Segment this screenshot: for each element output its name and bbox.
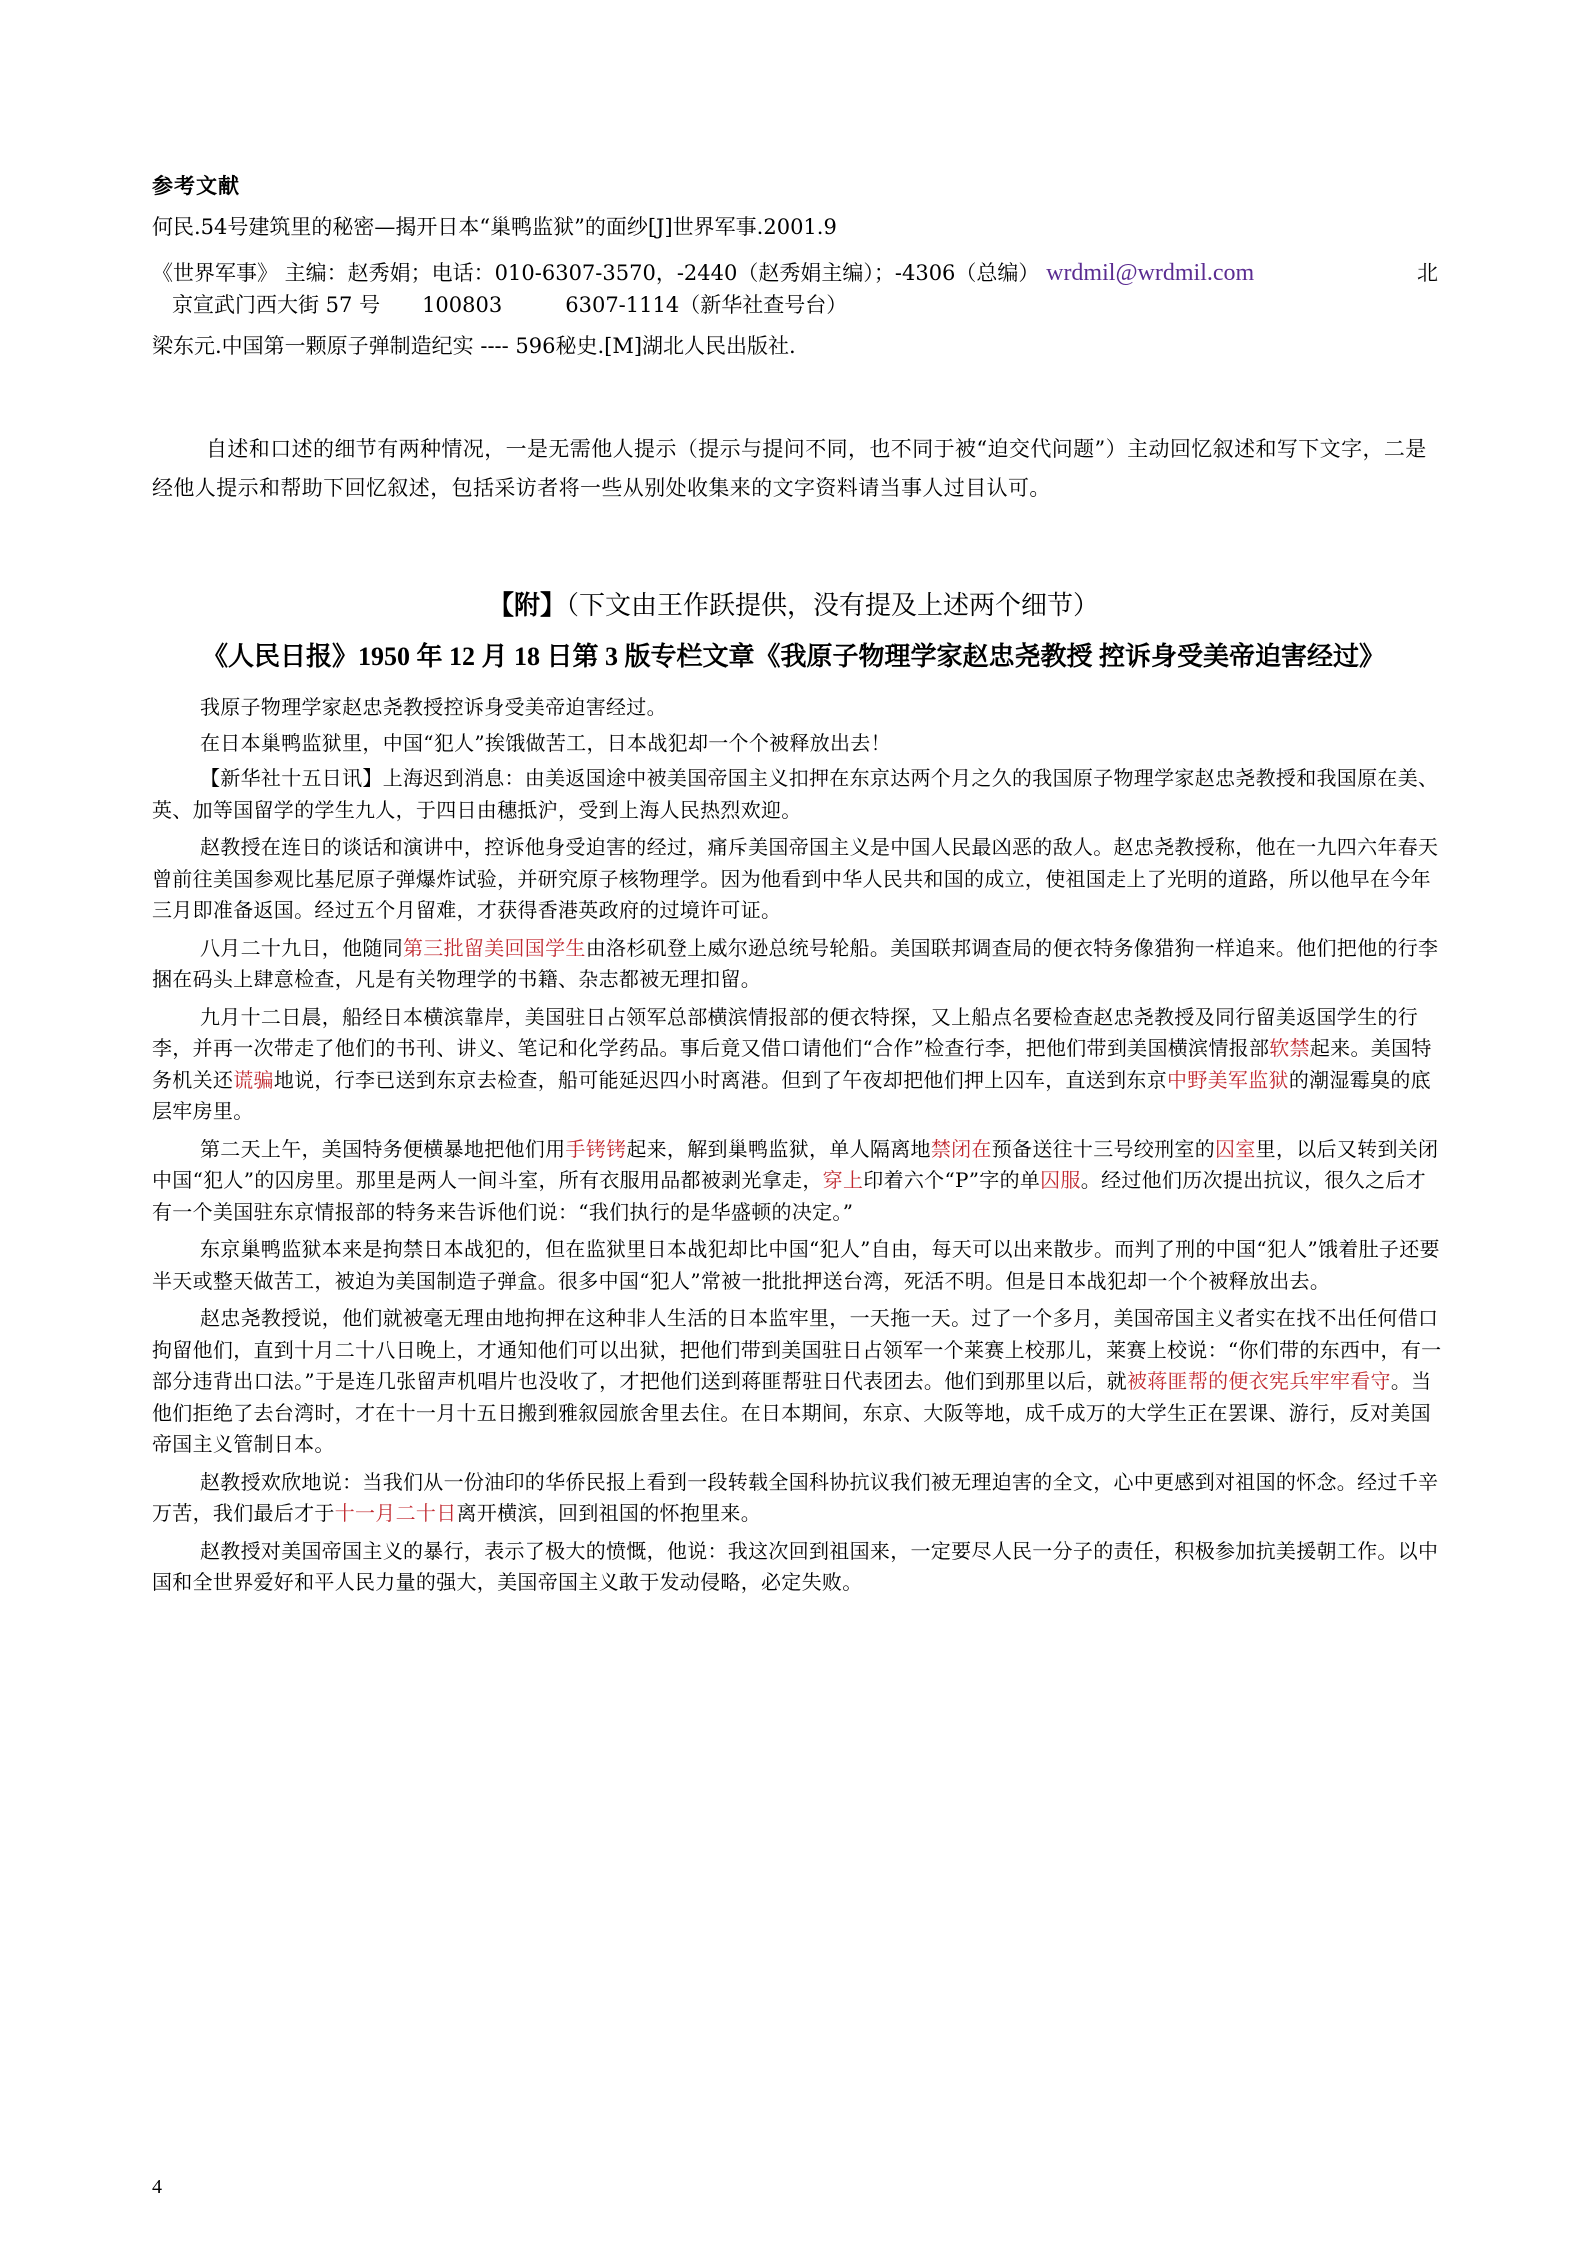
text-span: 离开横滨，回到祖国的怀抱里来。	[456, 1501, 762, 1525]
appendix-label: 【附】	[487, 591, 566, 620]
appendix-note: （下文由王作跃提供，没有提及上述两个细节）	[566, 591, 1100, 620]
text-span: 里，以后又转到关闭中国“犯人”的囚房里。那里是两人一间斗室，所有衣服用品都被剥光拿走，	[152, 1136, 1439, 1192]
reference-item-1: 何民.54号建筑里的秘密—揭开日本“巢鸭监狱”的面纱[J]世界军事.2001.9	[152, 215, 837, 239]
text-span: 由洛杉矶登上威尔逊总统号轮船。美国联邦调查局的便衣特务像猎狗一样追来。他们把他的行李捆在码头上肆意检查，凡是有关物理学的书籍、杂志都被无理扣留。	[152, 935, 1439, 991]
text-span: 。当他们拒绝了去台湾时，才在十一月十五日搬到雅叙园旅舍里去住。在日本期间，东京、大阪等地，成千成万的大学生正在罢课、游行，反对美国帝国主义管制日本。	[152, 1369, 1432, 1456]
text-span: 第二天上午，美国特务便横暴地把他们用	[200, 1136, 566, 1161]
highlighted-text: 囚服	[1040, 1168, 1081, 1192]
article-title: 《人民日报》1950 年 12 月 18 日第 3 版专栏文章《我原子物理学家赵忠尧教授 控诉身受美帝迫害经过》	[201, 642, 1385, 671]
reference-item-2-text: 《世界军事》 主编：赵秀娟；电话：010-6307-3570，-2440（赵秀娟主编）；-4306（总编）	[152, 261, 1040, 285]
article-paragraph: 我原子物理学家赵忠尧教授控诉身受美帝迫害经过。	[200, 695, 667, 719]
highlighted-text: 中野美军监狱	[1167, 1067, 1289, 1092]
highlighted-text: 穿上	[822, 1168, 864, 1192]
highlighted-text: 谎骗	[233, 1067, 274, 1092]
text-span: 预备送往十三号绞刑室的	[991, 1136, 1216, 1161]
text-span: 地说，行李已送到东京去检查，船可能延迟四小时离港。但到了午夜却把他们押上囚车，直送到东京	[273, 1067, 1168, 1092]
intro-paragraph: 自述和口述的细节有两种情况，一是无需他人提示（提示与提问不同，也不同于被“迫交代问题”）主动回忆叙述和写下文字，二是经他人提示和帮助下回忆叙述，包括采访者将一些从别处收集来的文字资料请当事人过目认可。	[152, 437, 1427, 500]
highlighted-text: 手铐铐	[565, 1136, 627, 1161]
text-span: 八月二十九日，他随同	[200, 935, 403, 960]
article-paragraph: 赵教授在连日的谈话和演讲中，控诉他身受迫害的经过，痛斥美国帝国主义是中国人民最凶恶的敌人。赵忠尧教授称，他在一九四六年春天曾前往美国参观比基尼原子弹爆炸试验，并研究原子核物理学。因为他看到中华人民共和国的成立，使祖国走上了光明的道路，所以他早在今年三月即准备返国。经过五个月留难，才获得香港英政府的过境许可证。	[152, 835, 1439, 922]
article-paragraph	[152, 933, 1442, 996]
article-paragraph	[152, 1002, 1442, 1128]
text-span: 九月十二日晨，船经日本横滨靠岸，美国驻日占领军总部横滨情报部的便衣特探，又上船点名要检查赵忠尧教授及同行留美返国学生的行李，并再一次带走了他们的书刊、讲义、笔记和化学药品。事后竟又借口请他们“合作”检查行李，把他们带到美国横滨情报部	[152, 1004, 1418, 1060]
reference-item-2-address: 京宣武门西大街 57 号 100803 6307-1114（新华社查号台）	[172, 293, 848, 317]
highlighted-text: 被蒋匪帮的便衣宪兵牢牢看守	[1126, 1369, 1391, 1393]
article-paragraph	[152, 1467, 1442, 1530]
text-span: 印着六个“P”字的单	[863, 1168, 1041, 1192]
text-span: 赵教授欢欣地说：当我们从一份油印的华侨民报上看到一段转载全国科协抗议我们被无理迫害的全文，心中更感到对祖国的怀念。经过千辛万苦，我们最后才于	[152, 1469, 1439, 1525]
article-paragraph	[152, 1303, 1442, 1461]
article-paragraph	[152, 1134, 1442, 1229]
text-span: 。经过他们历次提出抗议，很久之后才有一个美国驻东京情报部的特务来告诉他们说：“我们执行的是华盛顿的决定。”	[152, 1168, 1426, 1224]
email-link[interactable]: wrdmil@wrdmil.com	[1046, 260, 1255, 286]
highlighted-text: 十一月二十日	[334, 1501, 457, 1525]
reference-item-2-tail: 北	[1417, 261, 1438, 285]
text-span: 起来，解到巢鸭监狱，单人隔离地	[626, 1136, 931, 1161]
article-paragraph: 在日本巢鸭监狱里，中国“犯人”挨饿做苦工，日本战犯却一个个被释放出去！	[200, 730, 891, 755]
appendix-heading	[0, 585, 1587, 622]
highlighted-text: 囚室	[1215, 1136, 1256, 1161]
reference-item-3: 梁东元.中国第一颗原子弹制造纪实 ---- 596秘史.[M]湖北人民出版社.	[152, 334, 796, 358]
reference-item-2	[152, 257, 1442, 321]
article-paragraph: 【新华社十五日讯】上海迟到消息：由美返国途中被美国帝国主义扣押在东京达两个月之久的我国原子物理学家赵忠尧教授和我国原在美、英、加等国留学的学生九人，于四日由穗抵沪，受到上海人民热烈欢迎。	[152, 766, 1439, 822]
text-span: 赵忠尧教授说，他们就被毫无理由地拘押在这种非人生活的日本监牢里，一天拖一天。过了一个多月，美国帝国主义者实在找不出任何借口拘留他们，直到十月二十八日晚上，才通知他们可以出狱，把他们带到美国驻日占领军一个莱赛上校那儿，莱赛上校说：“你们带的东西中，有一部分违背出口法。”于是连几张留声机唱片也没收了，才把他们送到蒋匪帮驻日代表团去。他们到那里以后，就	[152, 1306, 1442, 1393]
highlighted-text: 第三批留美回国学生	[403, 935, 586, 960]
text-span: 的潮湿霉臭的底层牢房里。	[152, 1067, 1431, 1123]
article-paragraph: 东京巢鸭监狱本来是拘禁日本战犯的，但在监狱里日本战犯却比中国“犯人”自由，每天可以出来散步。而判了刑的中国“犯人”饿着肚子还要半天或整天做苦工，被迫为美国制造子弹盒。很多中国“犯人”常被一批批押送台湾，死活不明。但是日本战犯却一个个被释放出去。	[152, 1237, 1440, 1293]
article-paragraph: 赵教授对美国帝国主义的暴行，表示了极大的愤慨，他说：我这次回到祖国来，一定要尽人民一分子的责任，积极参加抗美援朝工作。以中国和全世界爱好和平人民力量的强大，美国帝国主义敢于发动侵略，必定失败。	[152, 1538, 1439, 1594]
highlighted-text: 禁闭在	[930, 1136, 992, 1161]
references-heading: 参考文献	[152, 174, 240, 198]
article-body	[152, 692, 1442, 1605]
text-span: 起来。美国特务机关还	[152, 1036, 1432, 1092]
page-number: 4	[152, 2176, 162, 2198]
highlighted-text: 软禁	[1269, 1036, 1310, 1060]
